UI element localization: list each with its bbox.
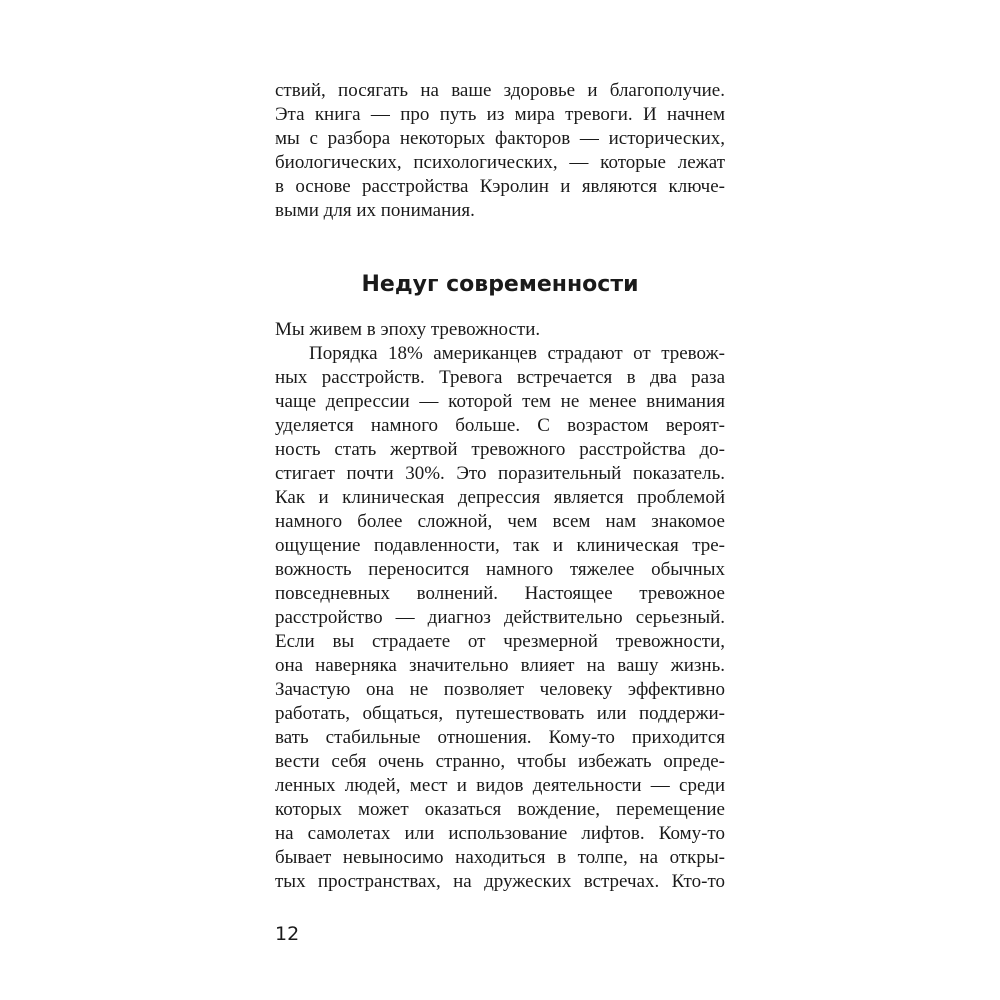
text-line: которых может оказаться вождение, перемещение (275, 799, 725, 820)
text-line: Эта книга — про путь из мира тревоги. И начнем (275, 104, 725, 125)
text-line: ность стать жертвой тревожного расстройства до- (275, 439, 725, 460)
text-line: намного более сложной, чем всем нам знакомое (275, 511, 725, 532)
page-number: 12 (275, 923, 300, 945)
text-line: в основе расстройства Кэролин и являются ключе- (275, 176, 725, 197)
text-line: бывает невыносимо находиться в толпе, на откры- (275, 847, 725, 868)
text-line: ощущение подавленности, так и клиническая тре- (275, 535, 725, 556)
text-line: ленных людей, мест и видов деятельности — среди (275, 775, 725, 796)
text-line: чаще депрессии — которой тем не менее внимания (275, 391, 725, 412)
body-text (275, 318, 725, 894)
text-line: вать стабильные отношения. Кому-то приходится (275, 727, 725, 748)
text-line: она наверняка значительно влияет на вашу жизнь. (275, 655, 725, 676)
text-line: на самолетах или использование лифтов. Кому-то (275, 823, 725, 844)
text-line: Как и клиническая депрессия является проблемой (275, 487, 725, 508)
section-heading: Недуг современности (361, 272, 639, 297)
text-line: уделяется намного больше. С возрастом вероят- (275, 415, 725, 436)
text-line: мы с разбора некоторых факторов — исторических, (275, 128, 725, 149)
text-line: повседневных волнений. Настоящее тревожное (275, 583, 725, 604)
text-line: ных расстройств. Тревога встречается в два раза (275, 367, 725, 388)
text-line: биологических, психологических, — которые лежат (275, 152, 725, 173)
text-line: работать, общаться, путешествовать или поддержи- (275, 703, 725, 724)
text-line: вести себя очень странно, чтобы избежать опреде- (275, 751, 725, 772)
intro-paragraph (275, 79, 725, 223)
text-line: вожность переносится намного тяжелее обычных (275, 559, 725, 580)
text-line: расстройство — диагноз действительно серьезный. (275, 607, 725, 628)
text-line: Зачастую она не позволяет человеку эффективно (275, 679, 725, 700)
text-line: Если вы страдаете от чрезмерной тревожности, (275, 631, 725, 652)
text-line: Мы живем в эпоху тревожности. (275, 319, 541, 340)
text-line: ствий, посягать на ваше здоровье и благополучие. (275, 80, 725, 101)
text-line: выми для их понимания. (275, 200, 475, 221)
text-line: Порядка 18% американцев страдают от тревож- (309, 343, 725, 364)
text-line: тых пространствах, на дружеских встречах. Кто-то (275, 871, 725, 892)
text-line: стигает почти 30%. Это поразительный показатель. (275, 463, 725, 484)
